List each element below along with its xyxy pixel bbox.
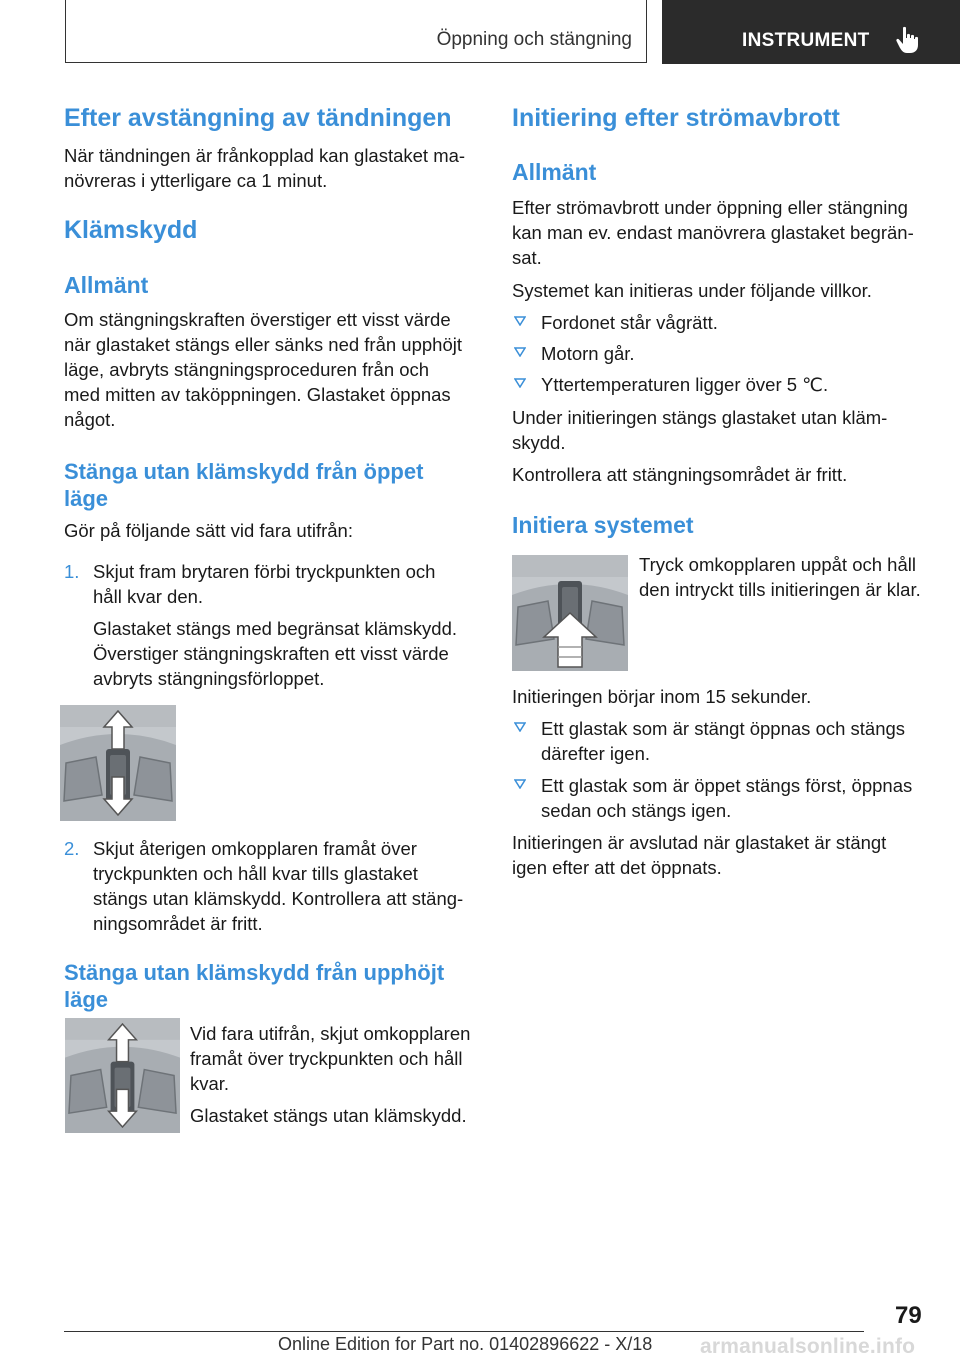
text-during-1: Under initieringen stängs glastaket utan kläm- [512,407,888,428]
step-1-number: 1. [64,561,80,582]
text-done-2: igen efter att det öppnats. [512,857,722,878]
text-general-2: när glastaket stängs eller sänks ned från upphöjt [64,334,462,355]
text-press-2: den intryckt tills initieringen är klar. [639,579,921,600]
text-general-right-2: kan man ev. endast manövrera glastaket begrän- [512,222,914,243]
text-done-1: Initieringen är avslutad när glastaket är stängt [512,832,887,853]
result-2-line-1: Ett glastak som är öppet stängs först, öppnas [541,775,913,796]
text-check: Kontrollera att stängningsområdet är fritt. [512,464,848,485]
footer-edition: Online Edition for Part no. 01402896622 - X/18 [278,1334,653,1354]
result-2-line-2: sedan och stängs igen. [541,800,732,821]
heading-close-from-raised-2: läge [64,987,109,1012]
condition-3: Yttertemperaturen ligger över 5 ℃. [541,374,829,395]
chapter-label: INSTRUMENT [742,30,870,51]
text-general-right-3: sat. [512,247,542,268]
condition-1: Fordonet står vågrätt. [541,312,718,333]
heading-general-right: Allmänt [512,159,597,185]
header-section-tab [65,0,647,63]
step-2-text-2: tryckpunkten och håll kvar tills glastaket [93,863,418,884]
bullet-triangle-icon [514,347,526,357]
heading-close-from-open-2: läge [64,486,109,511]
text-general-3: läge, avbryts stängningsproceduren från och [64,359,430,380]
roof-switch-double-arrow-illustration [60,705,176,821]
step-2-number: 2. [64,838,80,859]
text-general-1: Om stängningskraften överstiger ett visst värde [64,309,451,330]
step-1-note-3: avbryts stängningsförloppet. [93,668,325,689]
switch-figure-open [60,705,176,821]
text-starts: Initieringen börjar inom 15 sekunder. [512,686,812,707]
text-conditions: Systemet kan initieras under följande villkor. [512,280,872,301]
step-1-note-2: Överstiger stängningskraften ett visst värde [93,643,449,664]
text-general-right-1: Efter strömavbrott under öppning eller stängning [512,197,908,218]
page-number: 79 [895,1302,922,1329]
step-1-note-1: Glastaket stängs med begränsat klämskydd. [93,618,458,639]
roof-switch-up-arrow-illustration [512,555,628,671]
heading-general: Allmänt [64,272,149,298]
step-1-text-2: håll kvar den. [93,586,204,607]
step-2-text-1: Skjut återigen omkopplaren framåt över [93,838,417,859]
text-raised-2: framåt över tryckpunkten och håll [190,1048,463,1069]
text-general-5: något. [64,409,116,430]
switch-figure-raised [65,1018,180,1133]
text-after-ignition-2: növreras i ytterligare ca 1 minut. [64,170,328,191]
section-title: Öppning och stängning [436,29,632,50]
step-1-text-1: Skjut fram brytaren förbi tryckpunkten och [93,561,436,582]
step-2-text-3: stängs utan klämskydd. Kontrollera att stäng- [93,888,464,909]
footer-divider [64,1331,864,1332]
text-danger: Gör på följande sätt vid fara utifrån: [64,520,353,541]
switch-figure-init [512,555,628,671]
text-raised-note: Glastaket stängs utan klämskydd. [190,1105,467,1126]
heading-close-from-raised-1: Stänga utan klämskydd från upphöjt [64,960,445,985]
text-press-1: Tryck omkopplaren uppåt och håll [639,554,916,575]
bullet-triangle-icon [514,378,526,388]
bullet-triangle-icon [514,779,526,789]
text-during-2: skydd. [512,432,566,453]
text-after-ignition-1: När tändningen är frånkopplad kan glastaket ma- [64,145,466,166]
heading-pinch-protection: Klämskydd [64,216,198,244]
heading-init-system: Initiera systemet [512,512,694,538]
heading-init-after-power-loss: Initiering efter strömavbrott [512,104,840,132]
chapter-tab [662,0,960,64]
condition-2: Motorn går. [541,343,635,364]
hand-pointer-icon [895,26,921,54]
bullet-triangle-icon [514,722,526,732]
text-raised-3: kvar. [190,1073,230,1094]
text-raised-1: Vid fara utifrån, skjut omkopplaren [190,1023,471,1044]
heading-close-from-open-1: Stänga utan klämskydd från öppet [64,459,424,484]
roof-switch-double-arrow-illustration-2 [65,1018,180,1133]
step-2-text-4: ningsområdet är fritt. [93,913,263,934]
result-1-line-1: Ett glastak som är stängt öppnas och stängs [541,718,906,739]
bullet-triangle-icon [514,316,526,326]
text-general-4: med mitten av taköppningen. Glastaket öppnas [64,384,451,405]
watermark: armanualsonline.info [700,1335,916,1358]
heading-after-ignition: Efter avstängning av tändningen [64,104,452,132]
result-1-line-2: därefter igen. [541,743,651,764]
